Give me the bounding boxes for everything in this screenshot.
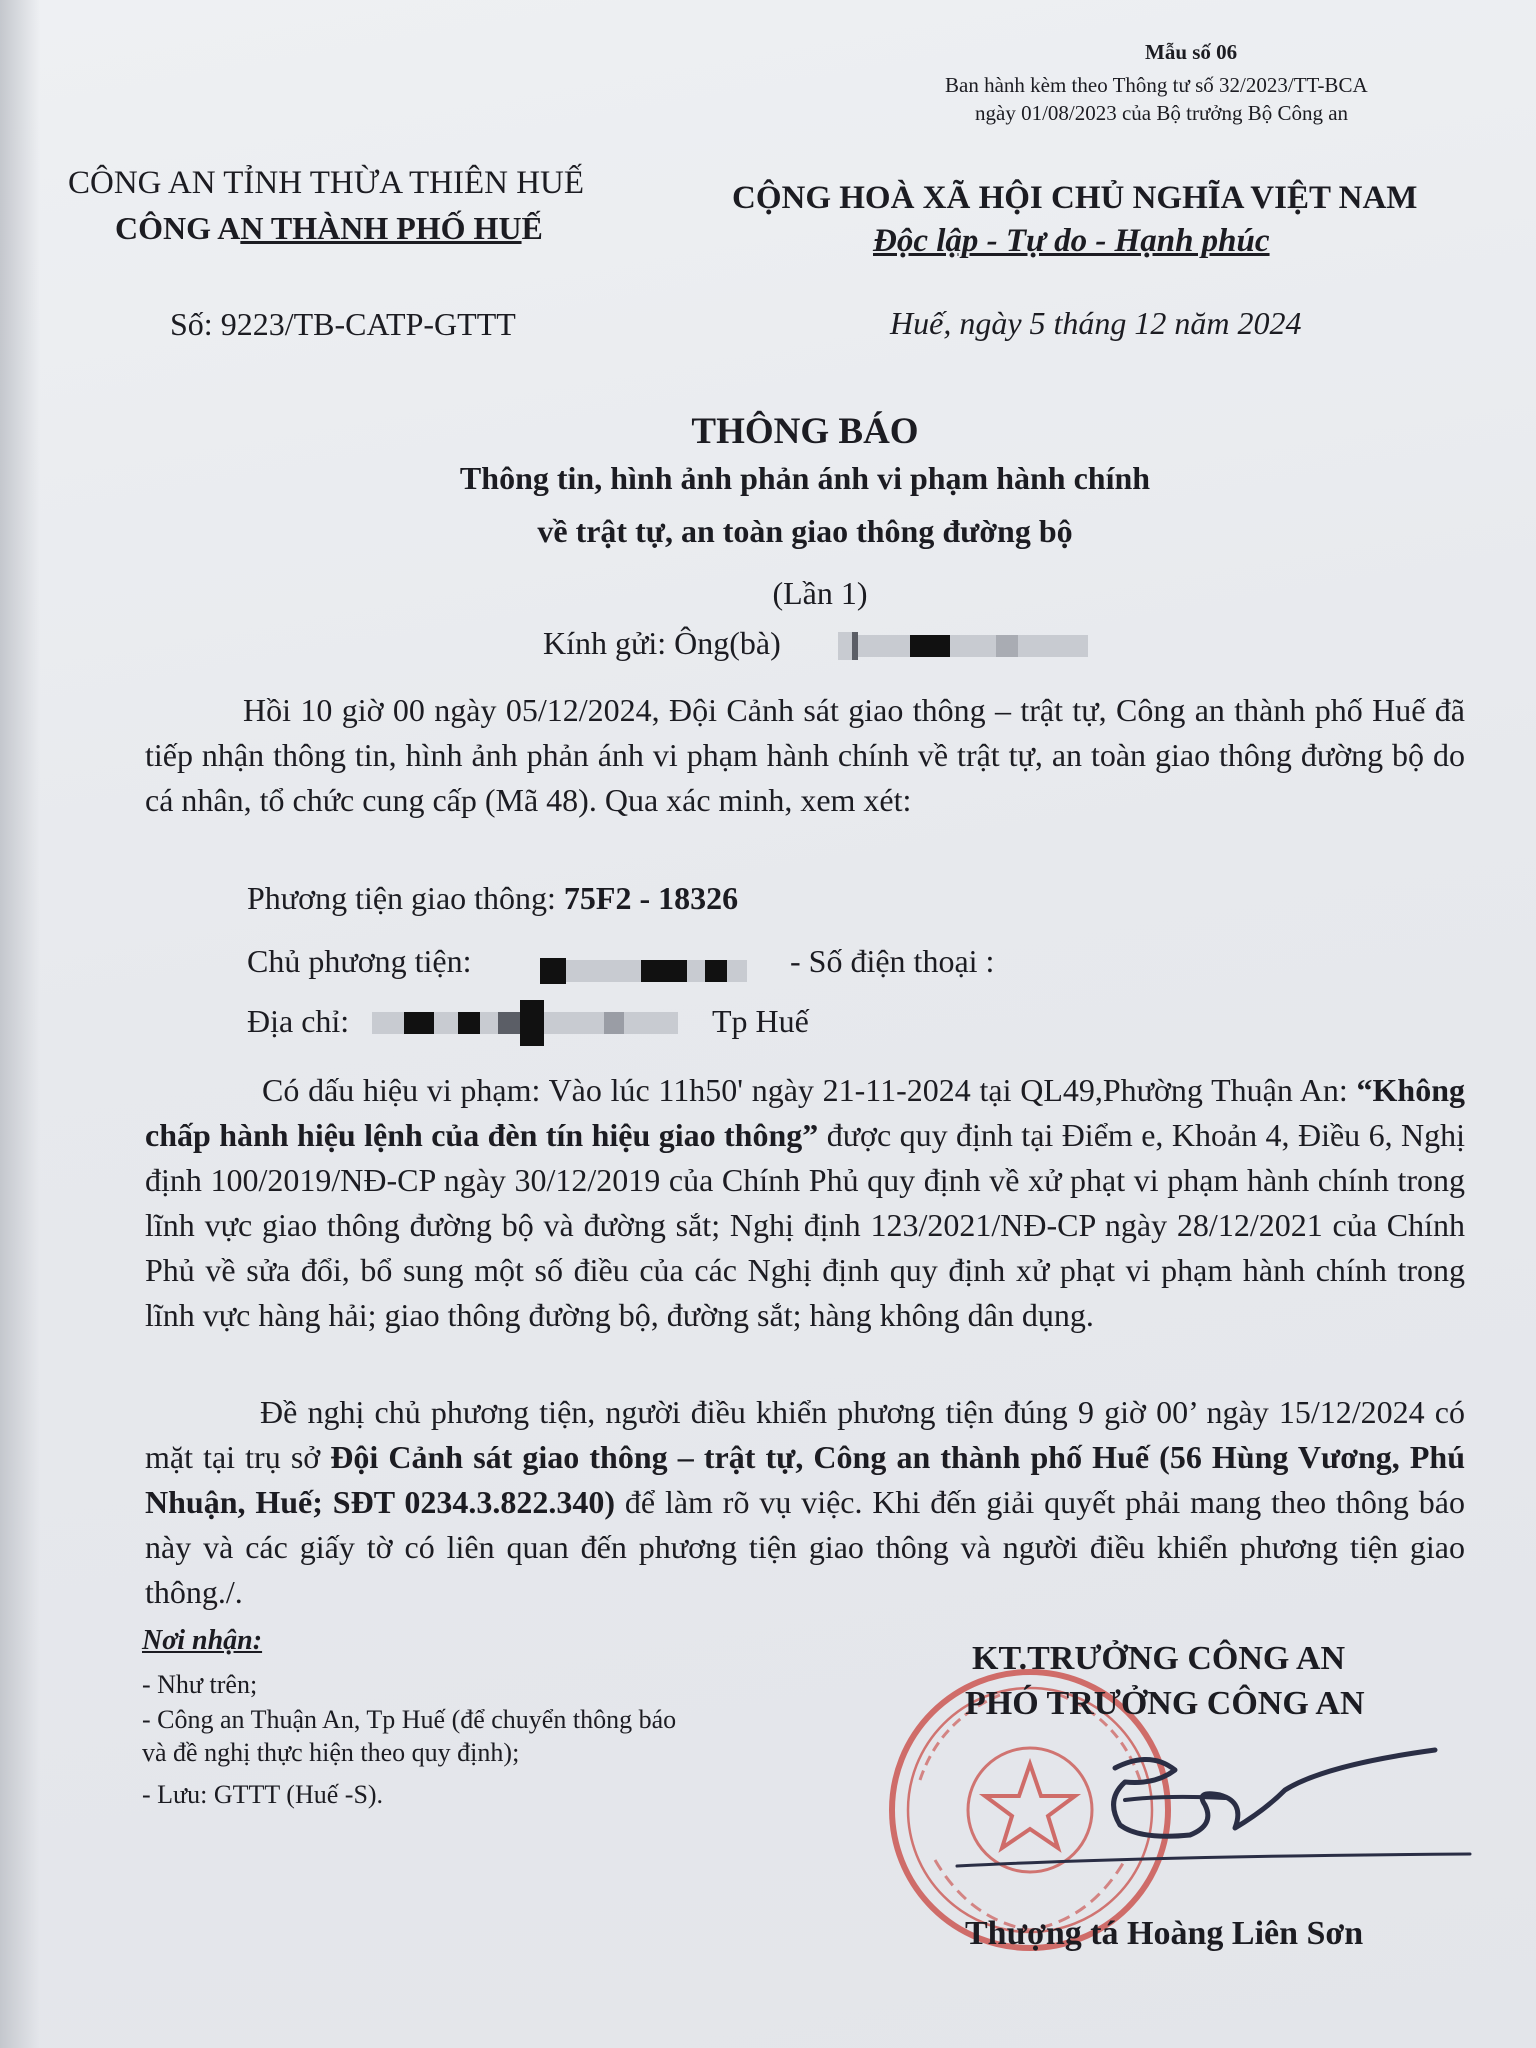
- signature-underline: [955, 1852, 1475, 1872]
- redacted-address: [372, 1000, 678, 1046]
- document-title: THÔNG BÁO: [691, 411, 919, 452]
- owner-label: Chủ phương tiện:: [247, 943, 472, 979]
- phone-label: - Số điện thoại :: [790, 943, 995, 979]
- redacted-recipient-name: [838, 632, 1088, 660]
- organization-parent: CÔNG AN TỈNH THỪA THIÊN HUẾ: [68, 165, 585, 201]
- signer-name: Thượng tá Hoàng Liên Sơn: [965, 1915, 1364, 1952]
- recipient-line: - Công an Thuận An, Tp Huế (để chuyển thông báo: [142, 1705, 677, 1734]
- form-reference-line1: Ban hành kèm theo Thông tư số 32/2023/TT-BCA: [945, 73, 1368, 97]
- paragraph-violation: [145, 1068, 1465, 1338]
- document-subtitle-line1: Thông tin, hình ảnh phản ánh vi phạm hành chính: [459, 460, 1151, 496]
- vehicle-plate: 75F2 - 18326: [563, 880, 739, 916]
- address-label: Địa chỉ:: [247, 1003, 350, 1039]
- document-subtitle-line2: về trật tự, an toàn giao thông đường bộ: [537, 513, 1073, 549]
- request-text-a: Đề nghị chủ phương tiện, người điều khiển phương tiện đúng 9 giờ 00’ ngày 15/12/2024 có mặt tại trụ sở: [145, 1394, 1465, 1475]
- national-title: CỘNG HOÀ XÃ HỘI CHỦ NGHĨA VIỆT NAM: [732, 180, 1418, 216]
- document-number: Số: 9223/TB-CATP-GTTT: [170, 306, 516, 342]
- vehicle-label: Phương tiện giao thông:: [247, 880, 564, 916]
- org-name-part2: N THÀNH PHỐ HU: [240, 210, 522, 246]
- salutation: Kính gửi: Ông(bà): [543, 625, 781, 661]
- handwritten-signature: [1095, 1740, 1475, 1870]
- recipient-line: - Như trên;: [142, 1670, 258, 1699]
- redacted-owner-name: [540, 958, 747, 984]
- paragraph-intro: Hồi 10 giờ 00 ngày 05/12/2024, Đội Cảnh sát giao thông – trật tự, Công an thành phố Huế đã tiếp nhận thông tin, hình ảnh phản ánh vi phạm hành chính về trật tự, an toàn giao thông đường bộ do cá nhân, tổ chức cung cấp (Mã 48). Qua xác minh, xem xét:: [145, 692, 1465, 818]
- form-number: Mẫu số 06: [1145, 40, 1238, 64]
- recipient-line: - Lưu: GTTT (Huế -S).: [142, 1780, 384, 1809]
- violation-type: “Không chấp hành hiệu lệnh của đèn tín hiệu giao thông”: [145, 1072, 1465, 1153]
- address-city: Tp Huế: [712, 1003, 809, 1039]
- violation-text-b: được quy định tại Điểm e, Khoản 4, Điều 6, Nghị định 100/2019/NĐ-CP ngày 30/12/2019 của Chính Phủ quy định về xử phạt vi phạm hành chính trong lĩnh vực giao thông đường bộ và đường sắt; Nghị định 123/2021/NĐ-CP ngày 28/12/2021 của Chính Phủ về sửa đổi, bổ sung một số điều của các Nghị định quy định xử phạt vi phạm hành chính trong lĩnh vực hàng hải; giao thông đường bộ, đường sắt; hàng không dân dụng.: [145, 1117, 1466, 1333]
- organization-name: [115, 210, 543, 247]
- signatory-title-line1: KT.TRƯỞNG CÔNG AN: [972, 1640, 1346, 1677]
- recipient-line: và đề nghị thực hiện theo quy định);: [142, 1738, 520, 1767]
- signatory-title-line2: PHÓ TRƯỞNG CÔNG AN: [965, 1685, 1365, 1722]
- paragraph-request: [145, 1390, 1465, 1615]
- request-text-b: để làm rõ vụ việc. Khi đến giải quyết phải mang theo thông báo này và các giấy tờ có liên quan đến phương tiện giao thông và người điều khiển phương tiện giao thông./.: [145, 1484, 1466, 1610]
- page-shadow: [0, 0, 40, 2048]
- place-and-date: Huế, ngày 5 tháng 12 năm 2024: [890, 305, 1302, 341]
- national-motto: Độc lập - Tự do - Hạnh phúc: [873, 223, 1270, 259]
- org-name-part3: Ế: [521, 210, 543, 246]
- vehicle-field: [247, 880, 738, 917]
- form-reference-line2: ngày 01/08/2023 của Bộ trưởng Bộ Công an: [975, 101, 1349, 125]
- notice-times: (Lần 1): [772, 575, 868, 611]
- violation-text-a: Có dấu hiệu vi phạm: Vào lúc 11h50' ngày 21-11-2024 tại QL49,Phường Thuận An:: [262, 1072, 1357, 1108]
- recipients-heading: Nơi nhận:: [142, 1625, 263, 1656]
- request-office: Đội Cảnh sát giao thông – trật tự, Công an thành phố Huế (56 Hùng Vương, Phú Nhuận, Huế; SĐT 0234.3.822.340): [145, 1439, 1466, 1520]
- org-name-part1: CÔNG A: [115, 210, 241, 246]
